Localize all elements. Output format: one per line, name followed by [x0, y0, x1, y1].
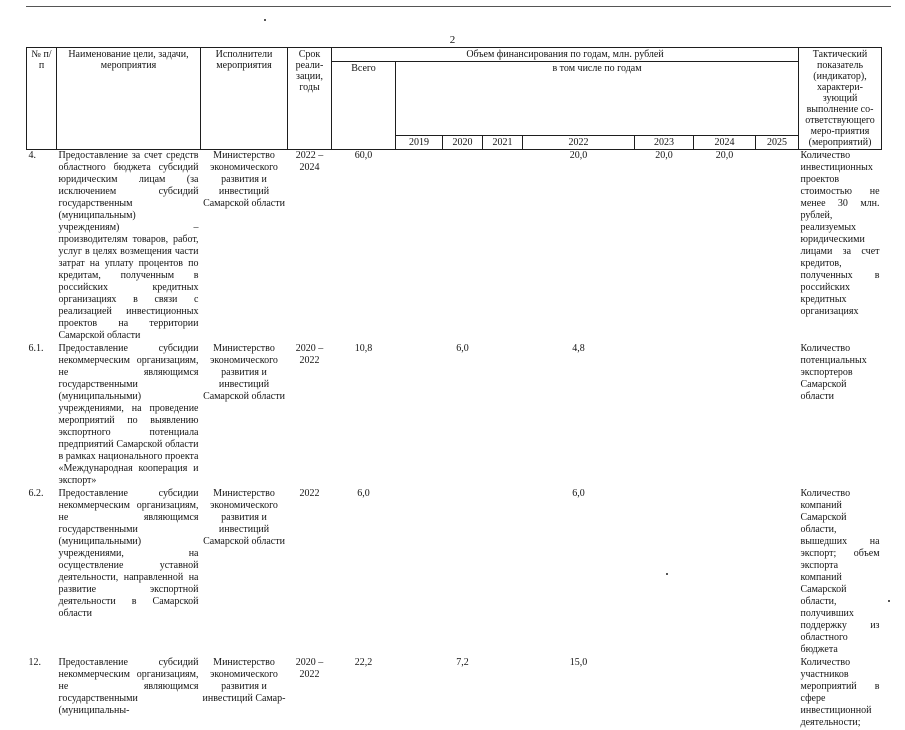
row-year-value: [694, 657, 756, 730]
header-num: № п/п: [27, 48, 57, 150]
row-total: 6,0: [357, 488, 370, 499]
scan-edge-line: [26, 6, 891, 7]
row-year-value: [756, 657, 799, 730]
row-indicator: Количество компаний Самарской области, вышедших на экспорт; объем экспорта компаний Самарской области, получивших поддержку из областного бюджета: [800, 488, 880, 655]
row-activity-name: Предоставление субсидии некоммерческим организациям, не являющимся государственными (муниципальными) учреждениями, на осуществление уставной деятельности, направленной на развитие экспортной деятельности в Самарской области: [58, 488, 199, 619]
row-executor: Министерство экономического развития и инвестиций Самарской области: [203, 150, 285, 209]
row-term: 2022: [299, 488, 320, 499]
header-term: Срок реали-зации, годы: [288, 48, 332, 150]
header-executors: Исполнители мероприятия: [201, 48, 288, 150]
row-year-value: 20,0: [655, 150, 673, 161]
program-activities-table: [26, 47, 882, 730]
row-term: 2022 – 2024: [295, 150, 324, 173]
row-year-value: [483, 343, 523, 488]
row-year-value: [635, 343, 694, 488]
row-executor: Министерство экономического развития и инвестиций Самарской области: [203, 343, 285, 402]
row-indicator: Количество участников мероприятий в сфере инвестиционной деятельности;: [800, 657, 880, 728]
row-year-value: [443, 488, 483, 657]
row-number: 6.2.: [28, 488, 44, 499]
row-indicator: Количество инвестиционных проектов стоимостью не менее 30 млн. рублей, реализуемых юридическими лицами за счет кредитов, полученных в российских кредитных организациях: [800, 150, 880, 317]
row-activity-name: Предоставление субсидий некоммерческим организациям, не являющимся государственными (муниципальны-: [58, 657, 199, 716]
page-number: 2: [449, 34, 456, 46]
row-year-value: [756, 488, 799, 657]
row-number: 4.: [28, 150, 36, 161]
row-year-value: 15,0: [569, 657, 588, 668]
row-year-value: [396, 150, 443, 344]
row-total: 22,2: [354, 657, 373, 668]
row-executor: Министерство экономического развития и инвестиций Самарской области: [203, 488, 285, 547]
row-year-value: [635, 488, 694, 657]
row-year-value: [396, 488, 443, 657]
row-number: 12.: [28, 657, 41, 668]
row-term: 2020 – 2022: [295, 657, 324, 680]
header-year: 2020: [443, 136, 483, 150]
header-year: 2023: [635, 136, 694, 150]
row-year-value: [635, 657, 694, 730]
scan-speck: [264, 19, 266, 21]
row-activity-name: Предоставление за счет средств областного бюджета субсидий юридическим лицам (за исключением субсидий государственным (муниципальным) учреждениям) – производителям товаров, работ, услуг в целях возмещения части затрат на уплату процентов по кредитам, полученным в российских кредитных организациях в связи с реализацией инвестиционных проектов на территории Самарской области: [58, 150, 199, 341]
row-year-value: 6,0: [572, 488, 585, 499]
table-row: [27, 343, 882, 488]
row-activity-name: Предоставление субсидии некоммерческим организациям, не являющимся государственными (муниципальными) учреждениями, на проведение мероприятий по выявлению экспортного потенциала предприятий Самарской области в рамках национального проекта «Международная кооперация и экспорт»: [58, 343, 199, 486]
row-year-value: [483, 657, 523, 730]
table-row: [27, 657, 882, 730]
row-year-value: [483, 150, 523, 344]
row-term: 2020 – 2022: [295, 343, 324, 366]
row-year-value: [483, 488, 523, 657]
row-year-value: 7,2: [456, 657, 469, 668]
row-executor: Министерство экономического развития и инвестиций Самар-: [202, 657, 286, 704]
row-year-value: [443, 150, 483, 344]
row-year-value: [756, 343, 799, 488]
row-year-value: [396, 657, 443, 730]
scan-speck: [888, 600, 890, 602]
header-funding: Объем финансирования по годам, млн. рублей: [332, 48, 799, 62]
row-indicator: Количество потенциальных экспортеров Самарской области: [800, 343, 867, 402]
row-year-value: 6,0: [456, 343, 469, 354]
table-row: [27, 150, 882, 344]
header-name: Наименование цели, задачи, мероприятия: [57, 48, 201, 150]
header-year: 2019: [396, 136, 443, 150]
row-year-value: [756, 150, 799, 344]
row-total: 60,0: [354, 150, 373, 161]
header-year: 2022: [523, 136, 635, 150]
row-year-value: [694, 343, 756, 488]
header-year: 2021: [483, 136, 523, 150]
header-year: 2024: [694, 136, 756, 150]
row-number: 6.1.: [28, 343, 44, 354]
header-indicator: Тактический показатель (индикатор), характери-зующий выполнение со-ответствующего меро-приятия (мероприятий): [799, 48, 882, 150]
row-year-value: 20,0: [569, 150, 588, 161]
header-year: 2025: [756, 136, 799, 150]
row-total: 10,8: [354, 343, 373, 354]
header-total: Всего: [332, 62, 396, 150]
row-year-value: [694, 488, 756, 657]
header-including: в том числе по годам: [396, 62, 799, 136]
row-year-value: [396, 343, 443, 488]
table-row: [27, 488, 882, 657]
row-year-value: 20,0: [715, 150, 734, 161]
row-year-value: 4,8: [572, 343, 585, 354]
